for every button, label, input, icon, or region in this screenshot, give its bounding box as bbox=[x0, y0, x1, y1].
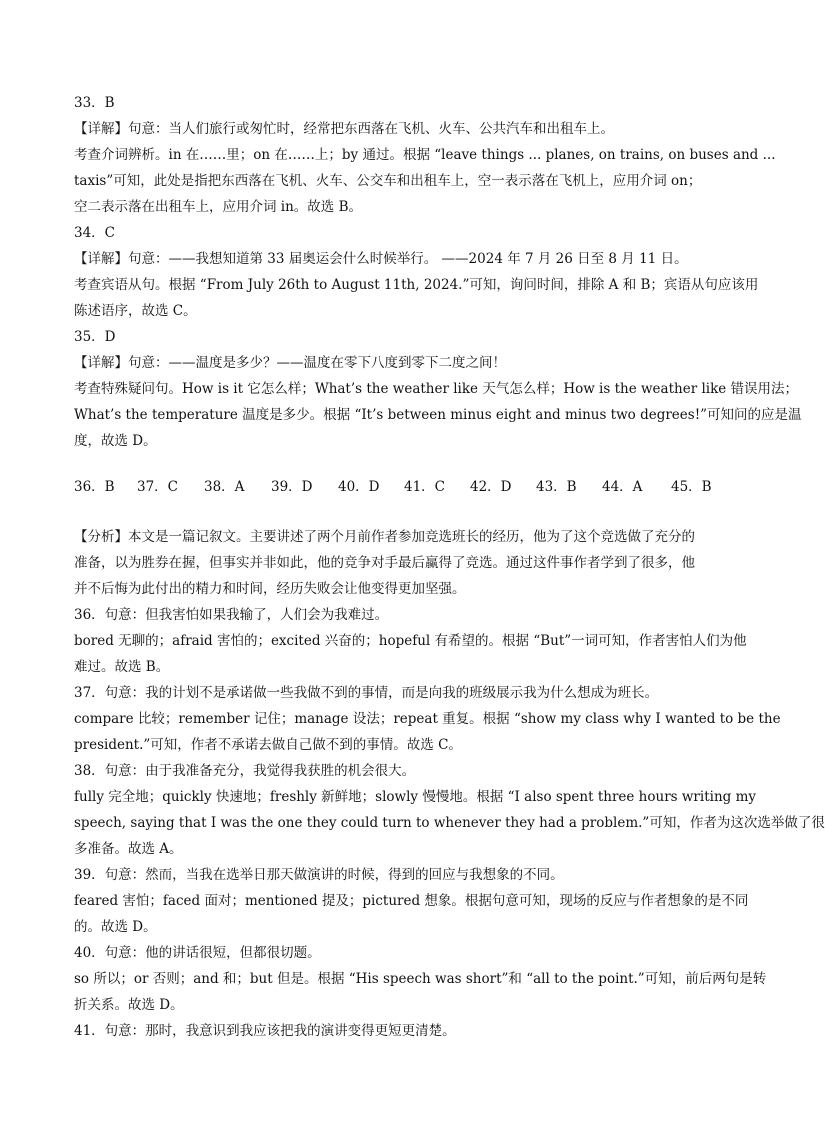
explanation-37-meaning: 37．句意：我的计划不是承诺做一些我做不到的事情，而是向我的班级展示我为什么想成为班长。 bbox=[74, 685, 659, 701]
explanation-39-meaning: 39．句意：然而，当我在选举日那天做演讲的时候，得到的回应与我想象的不同。 bbox=[74, 867, 564, 883]
explanation-33-analysis: 考查介词辨析。in 在……里；on 在……上；by 通过。根据 “leave things ... planes, on trains, on buses and ... bbox=[74, 147, 776, 163]
explanation-35-analysis: What’s the temperature 温度是多少。根据 “It’s between minus eight and minus two degrees!”可知问的应是温 bbox=[74, 407, 802, 423]
explanation-33-meaning: 【详解】句意：当人们旅行或匆忙时，经常把东西落在飞机、火车、公共汽车和出租车上。 bbox=[74, 121, 614, 137]
explanation-40-meaning: 40．句意：他的讲话很短，但都很切题。 bbox=[74, 945, 321, 961]
explanation-36-meaning: 36．句意：但我害怕如果我输了，人们会为我难过。 bbox=[74, 607, 389, 623]
explanation-40-analysis: so 所以；or 否则；and 和；but 但是。根据 “His speech was short”和 “all to the point.”可知，前后两句是转 bbox=[74, 971, 767, 987]
passage-analysis: 准备，以为胜券在握，但事实并非如此，他的竞争对手最后赢得了竞选。通过这件事作者学到了很多，他 bbox=[74, 555, 695, 571]
answer-key-row bbox=[74, 478, 734, 496]
explanation-37-analysis: president.”可知，作者不承诺去做自己做不到的事情。故选 C。 bbox=[74, 737, 462, 753]
explanation-36-analysis: bored 无聊的；afraid 害怕的；excited 兴奋的；hopeful 有希望的。根据 “But”一词可知，作者害怕人们为他 bbox=[74, 633, 747, 649]
explanation-40-analysis: 折关系。故选 D。 bbox=[74, 997, 184, 1013]
explanation-37-analysis: compare 比较；remember 记住；manage 设法；repeat 重复。根据 “show my class why I wanted to be the bbox=[74, 711, 781, 727]
explanation-34-meaning: 【详解】句意：——我想知道第 33 届奥运会什么时候举行。 ——2024 年 7 月 26 日至 8 月 11 日。 bbox=[74, 251, 688, 267]
explanation-38-analysis: 多准备。故选 A。 bbox=[74, 841, 183, 857]
answer-key-item: 38．A bbox=[204, 479, 245, 495]
explanation-35-meaning: 【详解】句意：——温度是多少？——温度在零下八度到零下二度之间！ bbox=[74, 355, 506, 371]
explanation-41-meaning: 41．句意：那时，我意识到我应该把我的演讲变得更短更清楚。 bbox=[74, 1023, 456, 1039]
answer-key-item: 39．D bbox=[271, 479, 313, 495]
answer-key-item: 42．D bbox=[470, 479, 512, 495]
explanation-38-analysis: speech, saying that I was the one they could turn to whenever they had a problem.”可知，作者为这次选举做了很 bbox=[74, 815, 825, 831]
answer-33: 33．B bbox=[74, 95, 115, 111]
answer-key-item: 43．B bbox=[536, 479, 577, 495]
answer-key-item: 44．A bbox=[602, 479, 643, 495]
explanation-35-analysis: 度，故选 D。 bbox=[74, 433, 157, 449]
answer-key-item: 45．B bbox=[671, 479, 712, 495]
answer-35: 35．D bbox=[74, 329, 116, 345]
explanation-39-analysis: 的。故选 D。 bbox=[74, 919, 157, 935]
explanation-34-analysis: 考查宾语从句。根据 “From July 26th to August 11th, 2024.”可知，询问时间，排除 A 和 B；宾语从句应该用 bbox=[74, 277, 759, 293]
explanation-36-analysis: 难过。故选 B。 bbox=[74, 659, 170, 675]
answer-key-item: 37．C bbox=[137, 479, 179, 495]
explanation-33-analysis: taxis”可知，此处是指把东西落在飞机、火车、公交车和出租车上，空一表示落在飞机上，应用介词 on； bbox=[74, 173, 702, 189]
explanation-33-analysis: 空二表示落在出租车上，应用介词 in。故选 B。 bbox=[74, 199, 363, 215]
passage-analysis: 并不后悔为此付出的精力和时间，经历失败会让他变得更加坚强。 bbox=[74, 581, 466, 597]
answer-key-item: 41．C bbox=[404, 479, 446, 495]
explanation-38-analysis: fully 完全地；quickly 快速地；freshly 新鲜地；slowly 慢慢地。根据 “I also spent three hours writing my bbox=[74, 789, 756, 805]
answer-34: 34．C bbox=[74, 225, 116, 241]
answer-key-item: 40．D bbox=[338, 479, 380, 495]
explanation-34-analysis: 陈述语序，故选 C。 bbox=[74, 303, 197, 319]
passage-analysis: 【分析】本文是一篇记叙文。主要讲述了两个月前作者参加竞选班长的经历，他为了这个竞选做了充分的 bbox=[74, 529, 695, 545]
explanation-35-analysis: 考查特殊疑问句。How is it 它怎么样；What’s the weather like 天气怎么样；How is the weather like 错误用法； bbox=[74, 381, 799, 397]
explanation-39-analysis: feared 害怕；faced 面对；mentioned 提及；pictured 想象。根据句意可知，现场的反应与作者想象的是不同 bbox=[74, 893, 749, 909]
answer-key-item: 36．B bbox=[74, 479, 115, 495]
explanation-38-meaning: 38．句意：由于我准备充分，我觉得我获胜的机会很大。 bbox=[74, 763, 416, 779]
